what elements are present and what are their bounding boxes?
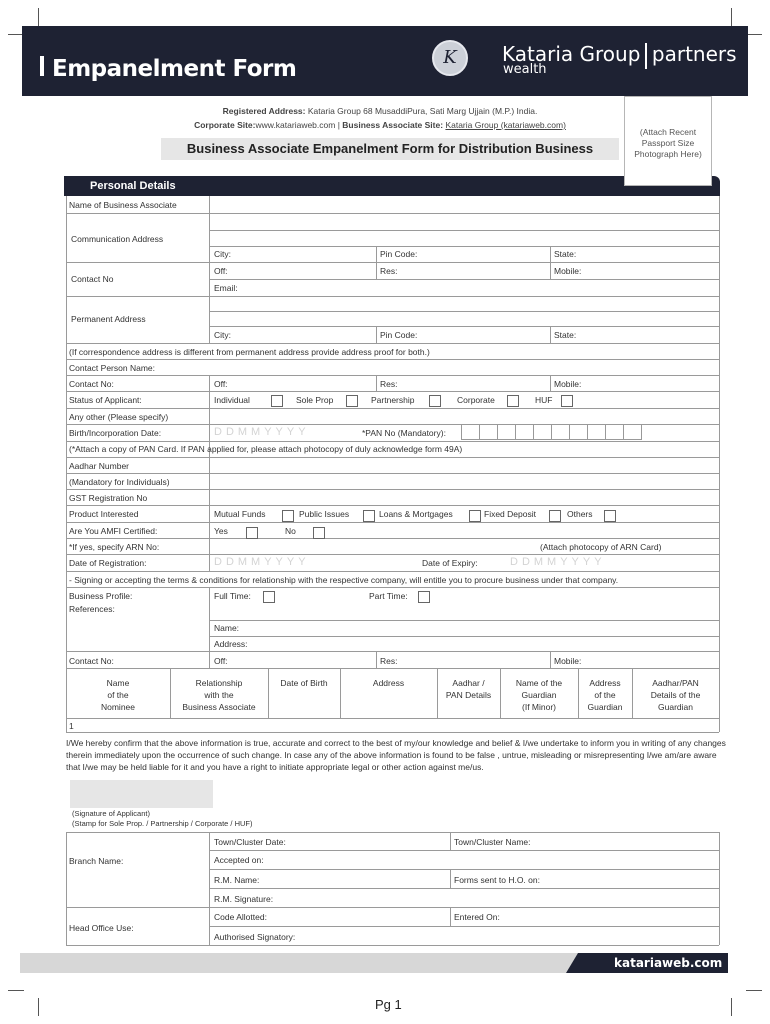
row-line [66, 391, 719, 392]
sole-prop-checkbox[interactable] [346, 395, 358, 407]
row-line [66, 554, 719, 555]
res-3-label: Res: [380, 656, 398, 666]
aadhar-note: (Mandatory for Individuals) [69, 477, 170, 487]
pan-digit-box[interactable] [461, 424, 480, 440]
amfi-label: Are You AMFI Certified: [69, 526, 158, 536]
section-title: Personal Details [90, 180, 176, 192]
row-line [66, 732, 719, 733]
col-line [550, 651, 551, 668]
nominee-header-guardian-aadhar: Aadhar/PAN Details of the Guardian [650, 678, 701, 712]
pan-digit-box[interactable] [605, 424, 624, 440]
col-line [376, 326, 377, 343]
col-line [66, 832, 67, 945]
row-line [209, 636, 719, 637]
pan-note: (*Attach a copy of PAN Card. If PAN applied for, please attach photocopy of duly acknowledge form 49A) [69, 444, 463, 454]
col-line [450, 907, 451, 926]
crop-mark [746, 990, 762, 991]
col-line [450, 869, 451, 888]
row-line [66, 473, 719, 474]
status-partnership: Partnership [371, 395, 415, 405]
rm-name-label: R.M. Name: [214, 875, 260, 885]
pan-digit-box[interactable] [569, 424, 588, 440]
nominee-row-number: 1 [69, 721, 74, 731]
col-line [209, 375, 210, 571]
col-line [719, 196, 720, 732]
status-corporate: Corporate [457, 395, 495, 405]
status-label: Status of Applicant: [69, 395, 142, 405]
perm-pin-label: Pin Code: [380, 330, 418, 340]
row-line [209, 926, 719, 927]
product-public-issues: Public Issues [299, 509, 350, 519]
corporate-checkbox[interactable] [507, 395, 519, 407]
product-fixed-deposit: Fixed Deposit [484, 509, 536, 519]
amfi-no-checkbox[interactable] [313, 527, 325, 539]
row-line [209, 888, 719, 889]
authorised-signatory-label: Authorised Signatory: [214, 932, 296, 942]
public-issues-checkbox[interactable] [363, 510, 375, 522]
arn-note: (Attach photocopy of ARN Card) [540, 542, 662, 552]
comm-address-label: Communication Address [71, 234, 164, 244]
nominee-header-dob: Date of Birth [280, 678, 328, 688]
row-line [66, 668, 719, 669]
arn-label: *If yes, specify ARN No: [69, 542, 160, 552]
product-mutual-funds: Mutual Funds [214, 509, 266, 519]
associate-site-link[interactable]: Kataria Group (katariaweb.com) [445, 120, 566, 130]
contact-no-2-label: Contact No: [69, 379, 114, 389]
head-office-label: Head Office Use: [69, 923, 134, 933]
pan-digit-box[interactable] [623, 424, 642, 440]
header-banner [22, 26, 748, 96]
perm-state-label: State: [554, 330, 577, 340]
birth-date-placeholder[interactable]: DDMMYYYY [214, 426, 310, 438]
row-line [66, 441, 719, 442]
row-line [66, 262, 719, 263]
row-line [66, 651, 719, 652]
col-line [550, 246, 551, 279]
expiry-date-label: Date of Expiry: [422, 558, 478, 568]
reg-date-label: Date of Registration: [69, 558, 147, 568]
page-number: Pg 1 [375, 997, 402, 1012]
nominee-header-guardian-name: Name of the Guardian (If Minor) [515, 678, 563, 712]
row-line [66, 359, 719, 360]
nominee-header-name: Name of the Nominee [100, 678, 136, 712]
row-line [209, 850, 719, 851]
row-line [66, 343, 719, 344]
footer-site-link[interactable]: katariaweb.com [614, 956, 723, 970]
forms-sent-label: Forms sent to H.O. on: [454, 875, 540, 885]
nominee-header-address: Address [372, 678, 405, 688]
branch-name-label: Branch Name: [69, 856, 124, 866]
part-time-checkbox[interactable] [418, 591, 430, 603]
stamp-label: (Stamp for Sole Prop. / Partnership / Corporate / HUF) [72, 819, 253, 828]
res-2-label: Res: [380, 379, 398, 389]
col-line [376, 375, 377, 391]
references-label: References: [69, 604, 115, 614]
entered-on-label: Entered On: [454, 912, 500, 922]
mobile-2-label: Mobile: [554, 379, 582, 389]
birth-date-label: Birth/Incorporation Date: [69, 428, 162, 438]
kataria-logo-icon: K [432, 40, 468, 76]
signature-label: (Signature of Applicant) [72, 809, 150, 818]
city-label: City: [214, 249, 231, 259]
crop-mark [38, 8, 39, 26]
row-line [66, 571, 719, 572]
row-line [66, 522, 719, 523]
brand-subtitle: wealth [503, 62, 547, 77]
row-line [66, 296, 719, 297]
pan-digit-box[interactable] [551, 424, 570, 440]
row-line [66, 718, 719, 719]
pan-digit-box[interactable] [497, 424, 516, 440]
row-line [66, 489, 719, 490]
amfi-no-label: No [285, 526, 296, 536]
crop-mark [746, 34, 762, 35]
nominee-header-guardian-address: Address of the Guardian [587, 678, 623, 712]
huf-checkbox[interactable] [561, 395, 573, 407]
pan-digit-box[interactable] [515, 424, 534, 440]
pan-digit-box[interactable] [479, 424, 498, 440]
off-2-label: Off: [214, 379, 228, 389]
row-line [66, 457, 719, 458]
reference-name-label: Name: [214, 623, 240, 633]
col-line [376, 246, 377, 279]
signature-box[interactable] [70, 780, 213, 808]
gst-label: GST Registration No [69, 493, 148, 503]
expiry-date-placeholder[interactable]: DDMMYYYY [510, 556, 606, 568]
col-line [376, 651, 377, 668]
status-huf: HUF [535, 395, 553, 405]
title-accent-bar [40, 56, 44, 76]
amfi-yes-label: Yes [214, 526, 228, 536]
full-time-label: Full Time: [214, 591, 251, 601]
row-line [66, 408, 719, 409]
col-line [66, 196, 67, 732]
row-line [66, 538, 719, 539]
res-label: Res: [380, 266, 398, 276]
any-other-label: Any other (Please specify) [69, 412, 169, 422]
others-checkbox[interactable] [604, 510, 616, 522]
email-label: Email: [214, 283, 238, 293]
product-loans: Loans & Mortgages [379, 509, 453, 519]
col-line [450, 832, 451, 850]
accepted-on-label: Accepted on: [214, 855, 264, 865]
partnership-checkbox[interactable] [429, 395, 441, 407]
town-cluster-name-label: Town/Cluster Name: [454, 837, 531, 847]
signing-note: - Signing or accepting the terms & conditions for relationship with the respective company, will entitle you to procure business under that company. [69, 575, 619, 585]
col-line [268, 668, 269, 718]
pin-code-label: Pin Code: [380, 249, 418, 259]
row-line [209, 246, 719, 247]
declaration-text: I/We hereby confirm that the above information is true, accurate and correct to the best of my/our knowledge and belief & I/we undertake to inform you in writing of any changes therein immediately upon the occurrence of such change. In case any of the above information is found to be false , untrue, misleading or misrepresenting I/we am/are aware that I/we may be held liable for it and you have a right to initiate appropriate legal or other action against me/us. [66, 738, 726, 772]
row-line [209, 869, 719, 870]
pan-label: *PAN No (Mandatory): [362, 428, 446, 438]
code-allotted-label: Code Allotted: [214, 912, 267, 922]
contact-person-label: Contact Person Name: [69, 363, 155, 373]
state-label: State: [554, 249, 577, 259]
row-line [209, 620, 719, 621]
registered-address: Registered Address: Kataria Group 68 MusaddiPura, Sati Marg Ujjain (M.P.) India. [222, 106, 538, 116]
perm-address-label: Permanent Address [71, 314, 146, 324]
town-cluster-date-label: Town/Cluster Date: [214, 837, 286, 847]
correspondence-note: (If correspondence address is different from permanent address provide address proof for both.) [69, 347, 430, 357]
brand-main: Kataria Group [502, 42, 641, 66]
row-line [66, 213, 719, 214]
row-line [66, 832, 719, 833]
row-line [66, 587, 719, 588]
aadhar-label: Aadhar Number [69, 461, 130, 471]
col-line [209, 196, 210, 343]
product-others: Others [567, 509, 593, 519]
row-line [209, 230, 719, 231]
mobile-3-label: Mobile: [554, 656, 582, 666]
full-time-checkbox[interactable] [263, 591, 275, 603]
amfi-yes-checkbox[interactable] [246, 527, 258, 539]
crop-mark [8, 990, 24, 991]
perm-city-label: City: [214, 330, 231, 340]
name-of-ba-label: Name of Business Associate [69, 200, 177, 210]
pan-digit-box[interactable] [587, 424, 606, 440]
status-individual: Individual [214, 395, 250, 405]
row-line [66, 945, 719, 946]
site-addresses: Corporate Site:www.katariaweb.com | Business Associate Site: Kataria Group (katariaweb.com) [194, 120, 566, 130]
col-line [209, 832, 210, 945]
row-line [66, 505, 719, 506]
row-line [209, 326, 719, 327]
footer-bar [20, 953, 580, 973]
row-line [66, 375, 719, 376]
fixed-deposit-checkbox[interactable] [549, 510, 561, 522]
footer-slant [566, 953, 578, 973]
product-label: Product Interested [69, 509, 139, 519]
off-3-label: Off: [214, 656, 228, 666]
business-profile-label: Business Profile: [69, 591, 133, 601]
col-line [550, 326, 551, 343]
brand-suffix: partners [651, 42, 737, 66]
part-time-label: Part Time: [369, 591, 408, 601]
col-line [340, 668, 341, 718]
mobile-label: Mobile: [554, 266, 582, 276]
loans-checkbox[interactable] [469, 510, 481, 522]
crop-mark [38, 998, 39, 1016]
individual-checkbox[interactable] [271, 395, 283, 407]
photo-placeholder[interactable]: (Attach Recent Passport Size Photograph Here) [624, 96, 712, 186]
contact-no-3-label: Contact No: [69, 656, 114, 666]
nominee-header-relationship: Relationship with the Business Associate [182, 678, 256, 712]
col-line [209, 587, 210, 668]
form-subtitle: Business Associate Empanelment Form for Distribution Business [161, 138, 619, 160]
col-line [719, 832, 720, 945]
reg-date-placeholder[interactable]: DDMMYYYY [214, 556, 310, 568]
reference-address-label: Address: [214, 639, 248, 649]
brand-separator [645, 43, 647, 69]
row-line [209, 311, 719, 312]
col-line [550, 375, 551, 391]
row-line [209, 279, 719, 280]
pan-digit-box[interactable] [533, 424, 552, 440]
mutual-funds-checkbox[interactable] [282, 510, 294, 522]
row-line [66, 907, 719, 908]
nominee-header-aadhar: Aadhar / PAN Details [445, 678, 492, 700]
crop-mark [731, 8, 732, 26]
crop-mark [731, 998, 732, 1016]
page-title: Empanelment Form [52, 56, 297, 82]
rm-signature-label: R.M. Signature: [214, 894, 274, 904]
off-label: Off: [214, 266, 228, 276]
contact-no-label: Contact No [71, 274, 114, 284]
status-sole-prop: Sole Prop [296, 395, 334, 405]
